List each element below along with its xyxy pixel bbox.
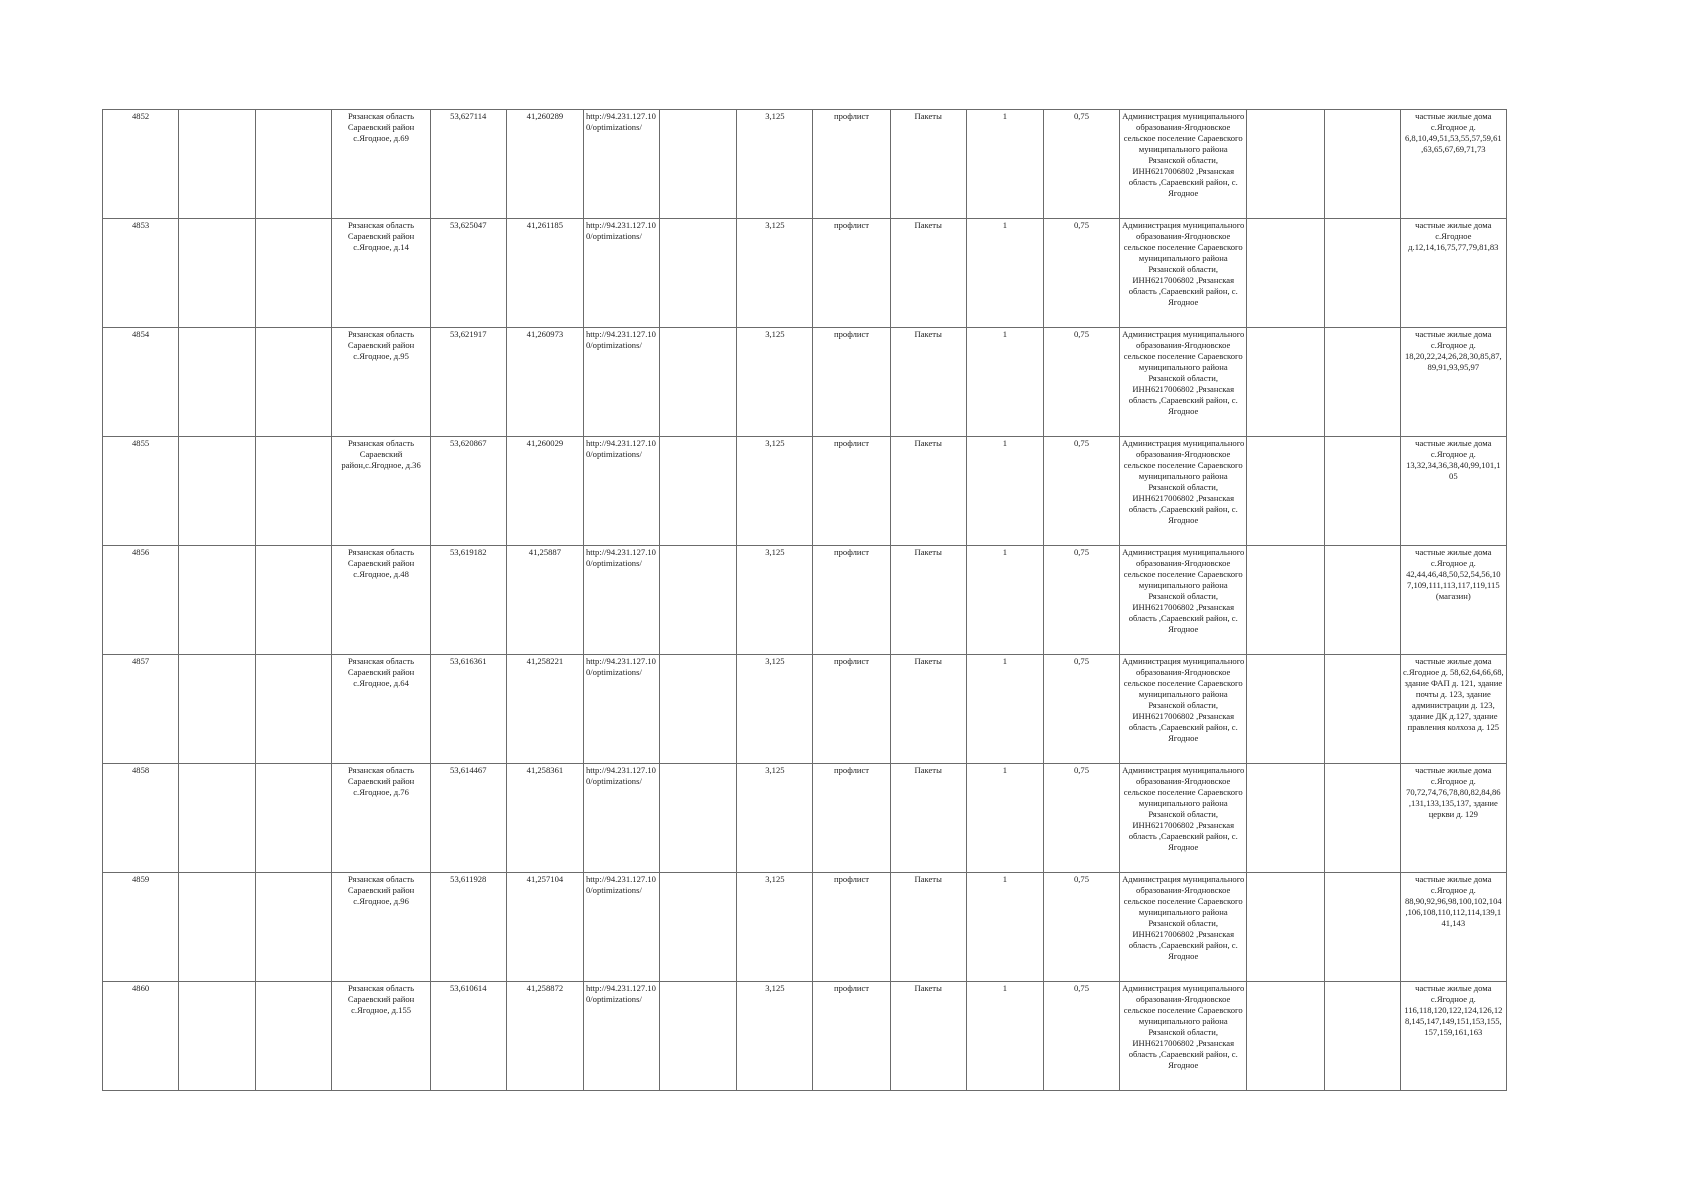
owner-cell: Администрация муниципального образования-Ягодновское сельское поселение Сараевского муниципального района Рязанской области, ИНН6217006802 ,Рязанская область ,Сараевский район, с. Ягодное [1120,873,1247,982]
row-id-cell: 4852 [103,110,179,219]
empty-cell [1247,764,1324,873]
container-volume-cell: 0,75 [1043,219,1119,328]
area-cell: 3,125 [737,982,813,1091]
container-volume-cell: 0,75 [1043,764,1119,873]
url-cell: http://94.231.127.10 0/optimizations/ [583,437,659,546]
longitude-cell: 41,257104 [506,873,583,982]
empty-cell [1324,873,1400,982]
surface-cell: профлист [813,655,890,764]
empty-cell [179,655,256,764]
url-cell: http://94.231.127.10 0/optimizations/ [583,764,659,873]
waste-type-cell: Пакеты [890,982,966,1091]
url-cell: http://94.231.127.10 0/optimizations/ [583,328,659,437]
table-row [103,655,1507,764]
waste-type-cell: Пакеты [890,219,966,328]
surface-cell: профлист [813,110,890,219]
container-count-cell: 1 [966,546,1043,655]
empty-cell [1324,546,1400,655]
row-id-cell: 4856 [103,546,179,655]
waste-type-cell: Пакеты [890,873,966,982]
longitude-cell: 41,258361 [506,764,583,873]
table-row [103,546,1507,655]
served-objects-cell: частные жилые дома с.Ягодное д.12,14,16,75,77,79,81,83 [1400,219,1506,328]
url-cell: http://94.231.127.10 0/optimizations/ [583,873,659,982]
area-cell: 3,125 [737,437,813,546]
container-count-cell: 1 [966,982,1043,1091]
table-body [103,110,1507,1091]
address-cell: Рязанская область Сараевский район,с.Ягодное, д.36 [332,437,430,546]
empty-cell [1324,437,1400,546]
surface-cell: профлист [813,764,890,873]
table-row [103,328,1507,437]
empty-cell [1247,437,1324,546]
longitude-cell: 41,260973 [506,328,583,437]
surface-cell: профлист [813,328,890,437]
empty-cell [256,219,332,328]
empty-cell [1324,982,1400,1091]
address-cell: Рязанская область Сараевский район с.Ягодное, д.95 [332,328,430,437]
address-cell: Рязанская область Сараевский район с.Ягодное, д.76 [332,764,430,873]
latitude-cell: 53,611928 [430,873,506,982]
longitude-cell: 41,25887 [506,546,583,655]
empty-cell [660,328,737,437]
served-objects-cell: частные жилые дома с.Ягодное д. 88,90,92,96,98,100,102,104 ,106,108,110,112,114,139,1 41,143 [1400,873,1506,982]
empty-cell [1324,219,1400,328]
empty-cell [1247,110,1324,219]
empty-cell [179,764,256,873]
empty-cell [660,219,737,328]
url-cell: http://94.231.127.10 0/optimizations/ [583,219,659,328]
table-row [103,437,1507,546]
surface-cell: профлист [813,219,890,328]
row-id-cell: 4854 [103,328,179,437]
area-cell: 3,125 [737,110,813,219]
waste-type-cell: Пакеты [890,437,966,546]
row-id-cell: 4855 [103,437,179,546]
url-cell: http://94.231.127.10 0/optimizations/ [583,110,659,219]
empty-cell [1247,328,1324,437]
container-count-cell: 1 [966,110,1043,219]
latitude-cell: 53,619182 [430,546,506,655]
row-id-cell: 4853 [103,219,179,328]
empty-cell [256,437,332,546]
empty-cell [1247,982,1324,1091]
longitude-cell: 41,260289 [506,110,583,219]
container-count-cell: 1 [966,873,1043,982]
latitude-cell: 53,620867 [430,437,506,546]
owner-cell: Администрация муниципального образования-Ягодновское сельское поселение Сараевского муниципального района Рязанской области, ИНН6217006802 ,Рязанская область ,Сараевский район, с. Ягодное [1120,437,1247,546]
empty-cell [1324,655,1400,764]
served-objects-cell: частные жилые дома с.Ягодное д. 42,44,46,48,50,52,54,56,10 7,109,111,113,117,119,115 (магазин) [1400,546,1506,655]
latitude-cell: 53,625047 [430,219,506,328]
row-id-cell: 4860 [103,982,179,1091]
empty-cell [660,873,737,982]
row-id-cell: 4858 [103,764,179,873]
waste-type-cell: Пакеты [890,328,966,437]
empty-cell [660,764,737,873]
area-cell: 3,125 [737,219,813,328]
owner-cell: Администрация муниципального образования-Ягодновское сельское поселение Сараевского муниципального района Рязанской области, ИНН6217006802 ,Рязанская область ,Сараевский район, с. Ягодное [1120,110,1247,219]
empty-cell [660,546,737,655]
empty-cell [1247,546,1324,655]
owner-cell: Администрация муниципального образования-Ягодновское сельское поселение Сараевского муниципального района Рязанской области, ИНН6217006802 ,Рязанская область ,Сараевский район, с. Ягодное [1120,982,1247,1091]
latitude-cell: 53,616361 [430,655,506,764]
empty-cell [660,437,737,546]
owner-cell: Администрация муниципального образования-Ягодновское сельское поселение Сараевского муниципального района Рязанской области, ИНН6217006802 ,Рязанская область ,Сараевский район, с. Ягодное [1120,219,1247,328]
served-objects-cell: частные жилые дома с.Ягодное д. 6,8,10,49,51,53,55,57,59,61 ,63,65,67,69,71,73 [1400,110,1506,219]
empty-cell [256,982,332,1091]
empty-cell [179,328,256,437]
owner-cell: Администрация муниципального образования-Ягодновское сельское поселение Сараевского муниципального района Рязанской области, ИНН6217006802 ,Рязанская область ,Сараевский район, с. Ягодное [1120,328,1247,437]
waste-type-cell: Пакеты [890,764,966,873]
container-volume-cell: 0,75 [1043,655,1119,764]
address-cell: Рязанская область Сараевский район с.Ягодное, д.96 [332,873,430,982]
table-row [103,110,1507,219]
table-row [103,982,1507,1091]
surface-cell: профлист [813,546,890,655]
address-cell: Рязанская область Сараевский район с.Ягодное, д.69 [332,110,430,219]
container-count-cell: 1 [966,764,1043,873]
waste-type-cell: Пакеты [890,110,966,219]
container-count-cell: 1 [966,655,1043,764]
latitude-cell: 53,614467 [430,764,506,873]
owner-cell: Администрация муниципального образования-Ягодновское сельское поселение Сараевского муниципального района Рязанской области, ИНН6217006802 ,Рязанская область ,Сараевский район, с. Ягодное [1120,655,1247,764]
waste-type-cell: Пакеты [890,546,966,655]
empty-cell [660,655,737,764]
waste-type-cell: Пакеты [890,655,966,764]
area-cell: 3,125 [737,546,813,655]
empty-cell [1247,873,1324,982]
served-objects-cell: частные жилые дома с.Ягодное д. 58,62,64,66,68, здание ФАП д. 121, здание почты д. 123, здание администрации д. 123, здание ДК д.127, здание правления колхоза д. 125 [1400,655,1506,764]
url-cell: http://94.231.127.10 0/optimizations/ [583,546,659,655]
url-cell: http://94.231.127.10 0/optimizations/ [583,982,659,1091]
empty-cell [179,873,256,982]
latitude-cell: 53,621917 [430,328,506,437]
empty-cell [256,328,332,437]
table-row [103,219,1507,328]
container-volume-cell: 0,75 [1043,546,1119,655]
area-cell: 3,125 [737,873,813,982]
area-cell: 3,125 [737,328,813,437]
longitude-cell: 41,258872 [506,982,583,1091]
empty-cell [1324,328,1400,437]
empty-cell [256,873,332,982]
empty-cell [179,219,256,328]
empty-cell [179,982,256,1091]
latitude-cell: 53,610614 [430,982,506,1091]
longitude-cell: 41,258221 [506,655,583,764]
served-objects-cell: частные жилые дома с.Ягодное д. 18,20,22,24,26,28,30,85,87, 89,91,93,95,97 [1400,328,1506,437]
address-cell: Рязанская область Сараевский район с.Ягодное, д.155 [332,982,430,1091]
empty-cell [256,546,332,655]
served-objects-cell: частные жилые дома с.Ягодное д. 70,72,74,76,78,80,82,84,86 ,131,133,135,137, здание церкви д. 129 [1400,764,1506,873]
surface-cell: профлист [813,982,890,1091]
waste-sites-table [102,109,1507,1091]
container-count-cell: 1 [966,328,1043,437]
container-volume-cell: 0,75 [1043,873,1119,982]
container-volume-cell: 0,75 [1043,110,1119,219]
container-count-cell: 1 [966,219,1043,328]
empty-cell [1247,655,1324,764]
address-cell: Рязанская область Сараевский район с.Ягодное, д.64 [332,655,430,764]
area-cell: 3,125 [737,655,813,764]
owner-cell: Администрация муниципального образования-Ягодновское сельское поселение Сараевского муниципального района Рязанской области, ИНН6217006802 ,Рязанская область ,Сараевский район, с. Ягодное [1120,546,1247,655]
empty-cell [256,110,332,219]
longitude-cell: 41,260029 [506,437,583,546]
area-cell: 3,125 [737,764,813,873]
longitude-cell: 41,261185 [506,219,583,328]
empty-cell [179,437,256,546]
owner-cell: Администрация муниципального образования-Ягодновское сельское поселение Сараевского муниципального района Рязанской области, ИНН6217006802 ,Рязанская область ,Сараевский район, с. Ягодное [1120,764,1247,873]
empty-cell [256,764,332,873]
container-volume-cell: 0,75 [1043,982,1119,1091]
surface-cell: профлист [813,873,890,982]
empty-cell [1324,764,1400,873]
row-id-cell: 4857 [103,655,179,764]
empty-cell [660,982,737,1091]
surface-cell: профлист [813,437,890,546]
address-cell: Рязанская область Сараевский район с.Ягодное, д.14 [332,219,430,328]
served-objects-cell: частные жилые дома с.Ягодное д. 13,32,34,36,38,40,99,101,1 05 [1400,437,1506,546]
address-cell: Рязанская область Сараевский район с.Ягодное, д.48 [332,546,430,655]
row-id-cell: 4859 [103,873,179,982]
container-count-cell: 1 [966,437,1043,546]
empty-cell [179,546,256,655]
table-row [103,764,1507,873]
table-row [103,873,1507,982]
empty-cell [1247,219,1324,328]
empty-cell [256,655,332,764]
container-volume-cell: 0,75 [1043,328,1119,437]
latitude-cell: 53,627114 [430,110,506,219]
empty-cell [1324,110,1400,219]
empty-cell [179,110,256,219]
container-volume-cell: 0,75 [1043,437,1119,546]
served-objects-cell: частные жилые дома с.Ягодное д. 116,118,120,122,124,126,12 8,145,147,149,151,153,155, 157,159,161,163 [1400,982,1506,1091]
url-cell: http://94.231.127.10 0/optimizations/ [583,655,659,764]
empty-cell [660,110,737,219]
